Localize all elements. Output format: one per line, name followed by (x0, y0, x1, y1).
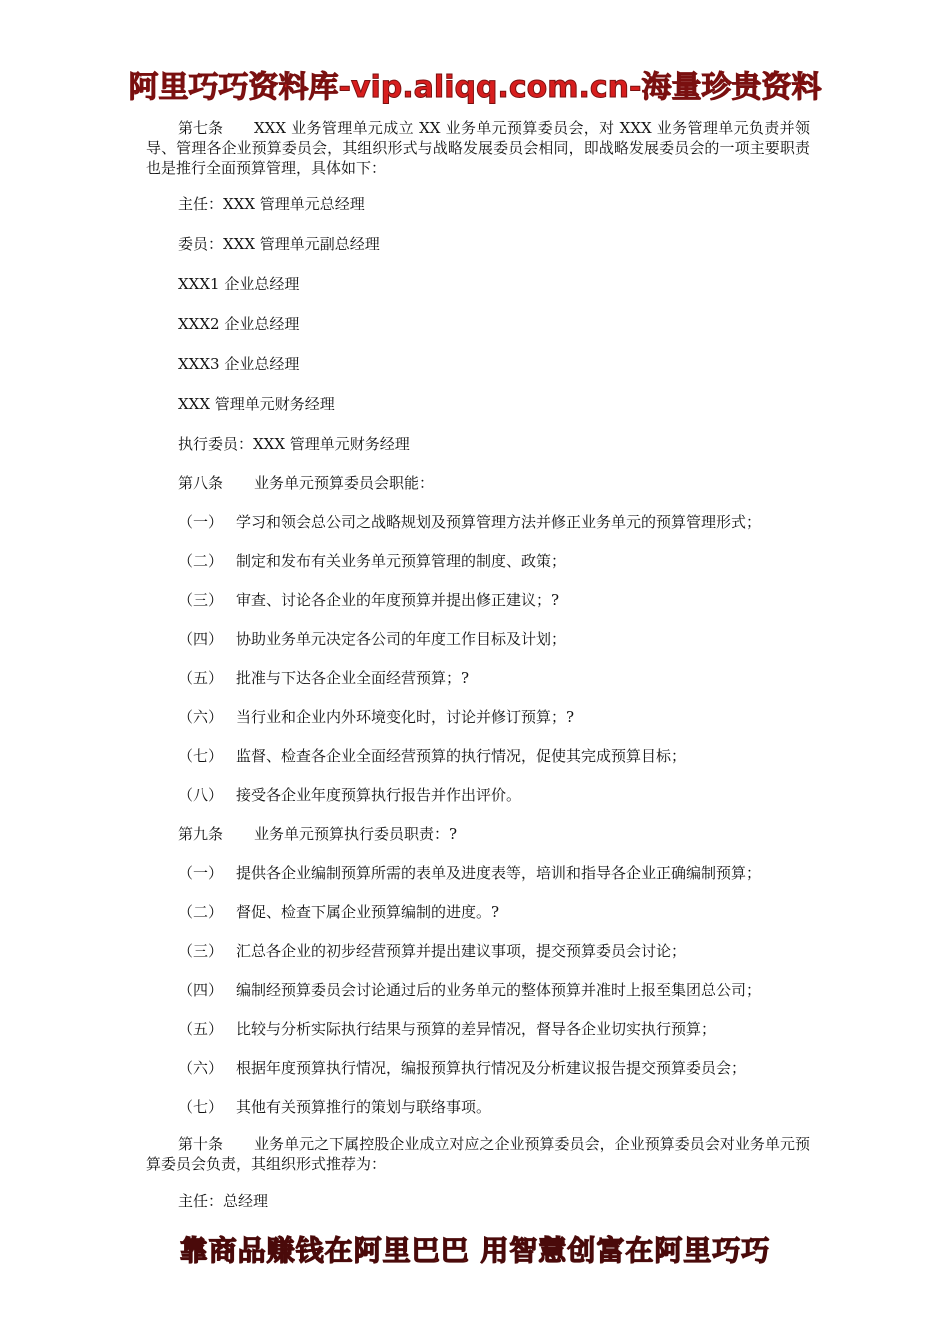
footer-banner: 靠商品赚钱在阿里巴巴 用智慧创富在阿里巧巧 (179, 1234, 771, 1267)
list-item: （五） 批准与下达各企业全面经营预算；? (178, 669, 470, 687)
list-item: （一） 学习和领会总公司之战略规划及预算管理方法并修正业务单元的预算管理形式； (178, 513, 762, 531)
member-line: XXX1 企业总经理 (178, 275, 300, 293)
list-item: （四） 协助业务单元决定各公司的年度工作目标及计划； (178, 630, 567, 648)
director-line: 主任：XXX 管理单元总经理 (178, 195, 365, 213)
list-item: （一） 提供各企业编制预算所需的表单及进度表等，培训和指导各企业正确编制预算； (178, 864, 762, 882)
member-line: XXX3 企业总经理 (178, 355, 300, 373)
list-item: （五） 比较与分析实际执行结果与预算的差异情况，督导各企业切实执行预算； (178, 1020, 717, 1038)
article-text: XXX 业务管理单元成立 XX 业务单元预算委员会，对 XXX 业务管理单元负责并领导、管理各企业预算委员会，其组织形式与战略发展委员会相同，即战略发展委员会的一项主要职责也是推行全面预算管理，具体如下： (146, 119, 810, 177)
article-number: 第十条 (178, 1135, 224, 1153)
list-item: （七） 监督、检查各企业全面经营预算的执行情况，促使其完成预算目标； (178, 747, 687, 765)
article-title: 业务单元预算执行委员职责：? (254, 825, 458, 843)
list-item: （七） 其他有关预算推行的策划与联络事项。 (178, 1098, 492, 1116)
member-line: XXX2 企业总经理 (178, 315, 300, 333)
article-text: 业务单元之下属控股企业成立对应之企业预算委员会，企业预算委员会对业务单元预算委员会负责，其组织形式推荐为： (146, 1135, 810, 1173)
list-item: （三） 审查、讨论各企业的年度预算并提出修正建议；? (178, 591, 560, 609)
member-line: 委员：XXX 管理单元副总经理 (178, 235, 380, 253)
member-line: XXX 管理单元财务经理 (178, 395, 335, 413)
list-item: （四） 编制经预算委员会讨论通过后的业务单元的整体预算并准时上报至集团总公司； (178, 981, 762, 999)
article-10 (146, 1134, 810, 1174)
article-9-heading (178, 824, 457, 844)
article-number: 第九条 (178, 825, 224, 843)
article-8-heading (178, 473, 434, 493)
list-item: （六） 当行业和企业内外环境变化时，讨论并修订预算；? (178, 708, 575, 726)
article-number: 第七条 (178, 119, 224, 137)
header-banner: 阿里巧巧资料库-vip.aliqq.com.cn-海量珍贵资料 (128, 70, 822, 105)
list-item: （八） 接受各企业年度预算执行报告并作出评价。 (178, 786, 522, 804)
article-title: 业务单元预算委员会职能： (254, 474, 435, 492)
article-7 (146, 118, 810, 178)
list-item: （三） 汇总各企业的初步经营预算并提出建议事项，提交预算委员会讨论； (178, 942, 687, 960)
list-item: （二） 制定和发布有关业务单元预算管理的制度、政策； (178, 552, 567, 570)
executive-line: 执行委员：XXX 管理单元财务经理 (178, 435, 410, 453)
director-line: 主任：总经理 (178, 1192, 269, 1210)
article-number: 第八条 (178, 474, 224, 492)
list-item: （六） 根据年度预算执行情况，编报预算执行情况及分析建议报告提交预算委员会； (178, 1059, 747, 1077)
list-item: （二） 督促、检查下属企业预算编制的进度。? (178, 903, 500, 921)
